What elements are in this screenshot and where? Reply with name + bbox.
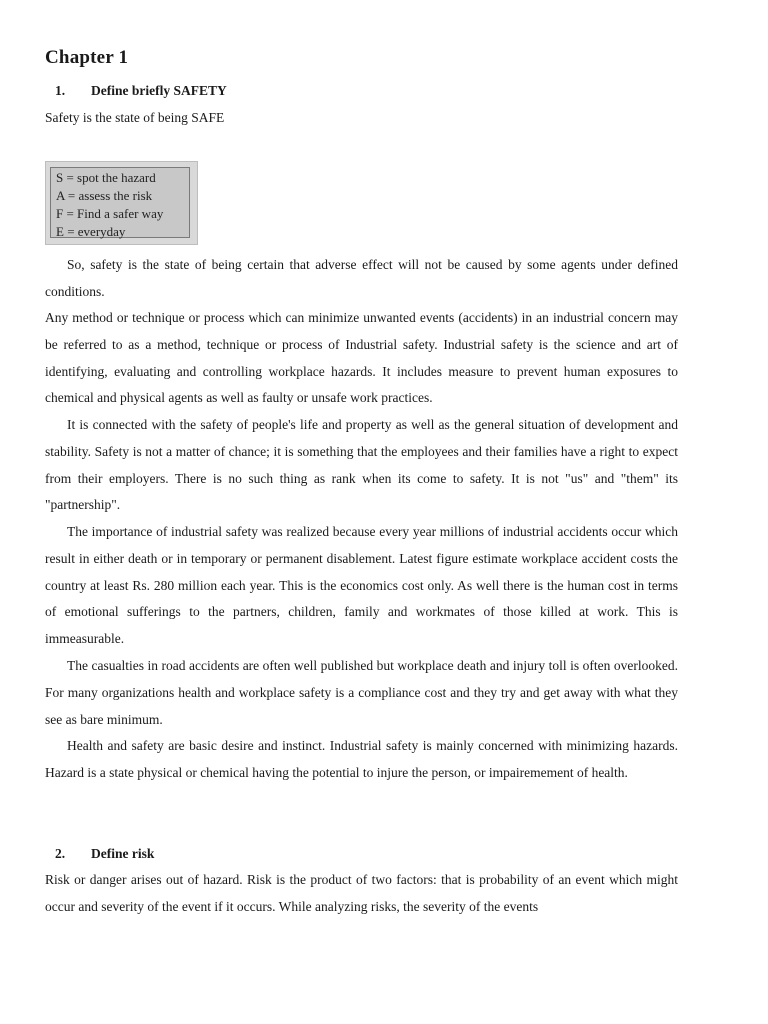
safe-acronym-figure	[45, 161, 198, 245]
paragraph-5: The casualties in road accidents are often well published but workplace death and injury toll is often overlooked. For many organizations health and workplace safety is a compliance cost and they try and get away with what they see as bare minimum.	[45, 658, 678, 727]
paragraph-1: So, safety is the state of being certain that adverse effect will not be caused by some agents under defined conditions.	[45, 257, 678, 299]
paragraph-risk: Risk or danger arises out of hazard. Risk is the product of two factors: that is probability of an event which might occur and severity of the event if it occurs. While analyzing risks, the severity of the events	[45, 872, 678, 914]
acronym-row-f: F = Find a safer way	[56, 206, 164, 221]
paragraph-2: Any method or technique or process which can minimize unwanted events (accidents) in an industrial concern may be referred to as a method, technique or process of Industrial safety. Industrial safety is the science and art of identifying, evaluating and controlling workplace hazards. It includes measure to prevent human exposures to chemical and physical agents as well as faulty or unsafe work practices.	[45, 310, 678, 406]
section-1-number: 1.	[55, 83, 66, 98]
acronym-row-s: S = spot the hazard	[56, 170, 156, 185]
safe-acronym-box	[50, 167, 190, 238]
section-1-title: Define briefly SAFETY	[91, 83, 227, 98]
paragraph-6: Health and safety are basic desire and instinct. Industrial safety is mainly concerned with minimizing hazards. Hazard is a state physical or chemical having the potential to injure the person, or impairemement of health.	[45, 738, 678, 780]
section-1-heading	[55, 83, 227, 99]
acronym-row-e: E = everyday	[56, 224, 126, 239]
acronym-row-a: A = assess the risk	[56, 188, 153, 203]
paragraph-4: The importance of industrial safety was realized because every year millions of industrial accidents occur which result in either death or in temporary or permanent disablement. Latest figure estimate workplace accident costs the country at least Rs. 280 million each year. This is the economics cost only. As well there is the human cost in terms of emotional sufferings to the partners, children, family and workmates of those killed at work. This is immeasurable.	[45, 524, 678, 647]
safety-definition: Safety is the state of being SAFE	[45, 110, 225, 125]
chapter-title: Chapter 1	[45, 47, 129, 68]
section-2-heading	[55, 846, 154, 862]
section-2-title: Define risk	[91, 846, 155, 861]
paragraph-3: It is connected with the safety of people's life and property as well as the general situation of development and stability. Safety is not a matter of chance; it is something that the employees and their families have a right to expect from their employers. There is no such thing as rank when its come to safety. It is not "us" and "them" its "partnership".	[45, 417, 678, 513]
section-2-number: 2.	[55, 846, 66, 861]
